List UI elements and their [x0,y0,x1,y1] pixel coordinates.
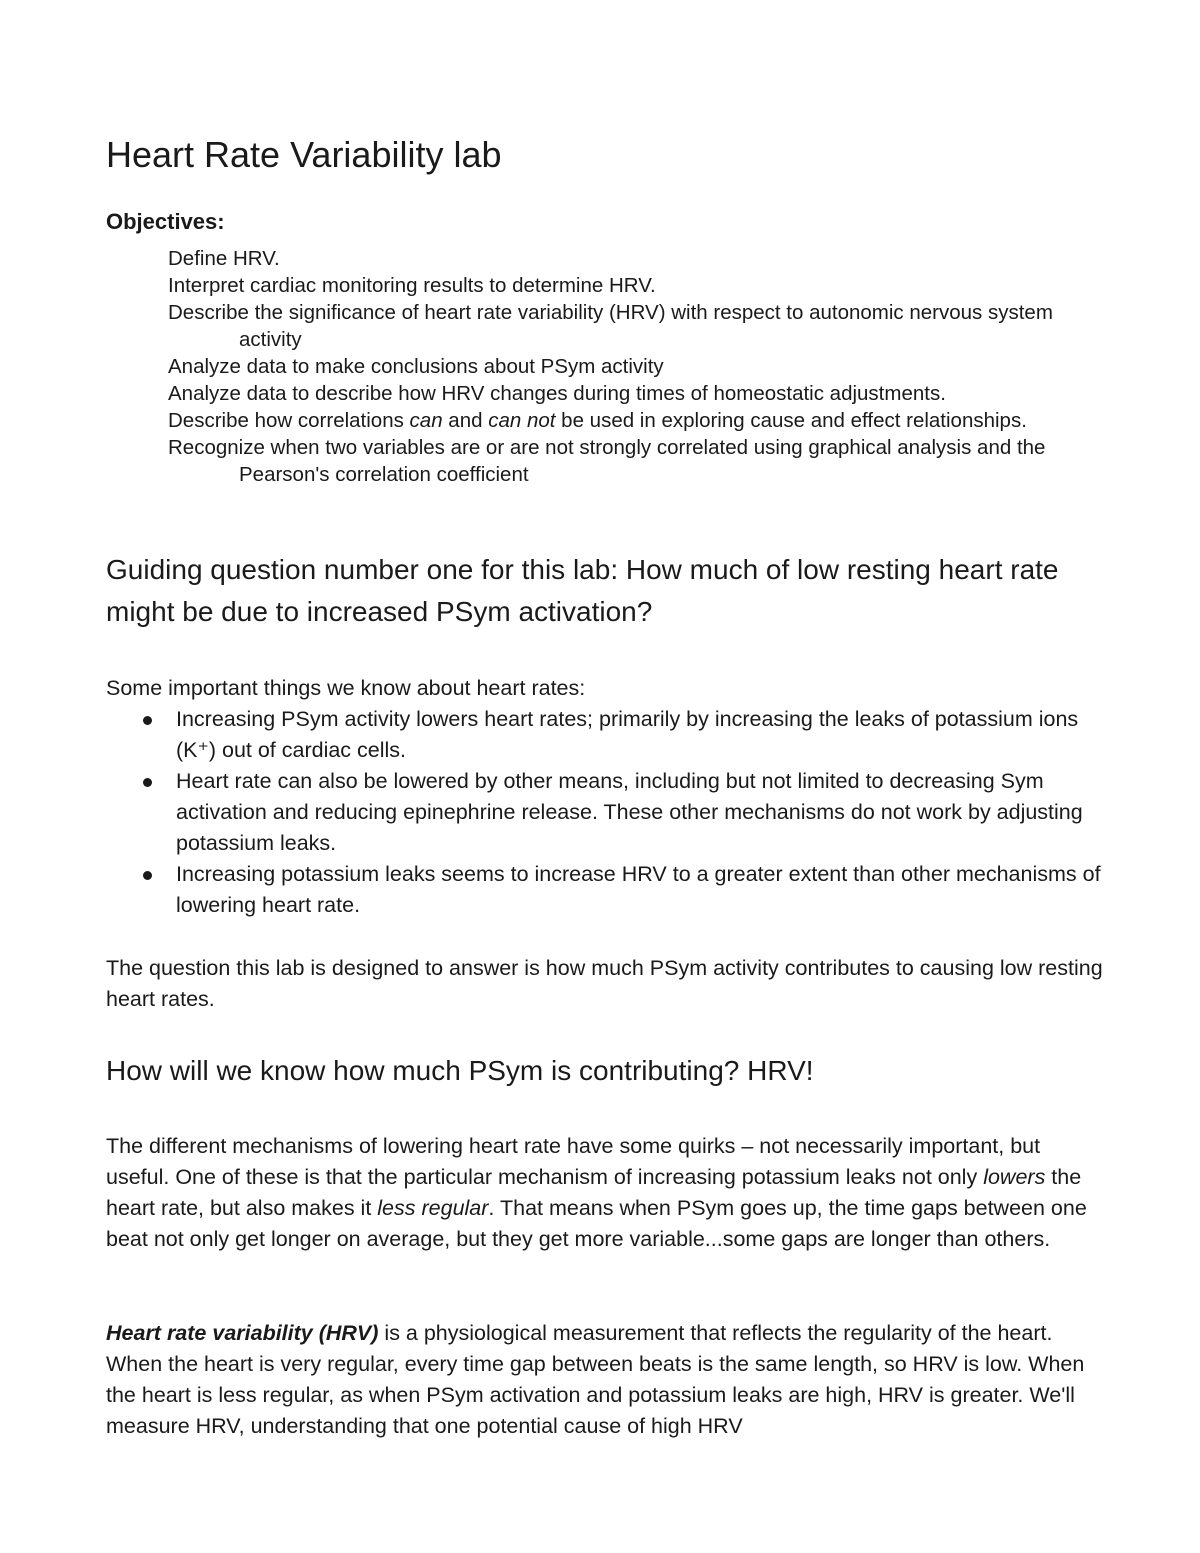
list-item-text: Increasing PSym activity lowers heart rates; primarily by increasing the leaks of potassium ions (K⁺) out of cardiac cells. [176,707,1079,762]
objective-item: Define HRV. [168,247,280,270]
objective-item: Describe the significance of heart rate variability (HRV) with respect to autonomic nervous system activity [168,301,1053,351]
known-facts-intro: Some important things we know about heart rates: [106,676,586,700]
objectives-heading: Objectives: [106,209,225,234]
emphasis-less-regular: less regular [377,1196,489,1220]
bullet-icon [143,778,152,787]
objective-item: Analyze data to describe how HRV changes during times of homeostatic adjustments. [168,382,946,405]
emphasis-can-not: can not [488,409,556,432]
objective-item: Recognize when two variables are or are not strongly correlated using graphical analysis and the Pearson's correlation coefficient [168,436,1046,486]
paragraph-text: the heart rate, but also makes it [106,1165,1082,1220]
objective-item-correlations [168,407,1108,434]
list-item [106,766,1106,859]
list-item-text: Increasing potassium leaks seems to increase HRV to a greater extent than other mechanisms of lowering heart rate. [176,862,1101,917]
objective-text: be used in exploring cause and effect relationships. [555,409,1027,432]
lab-question-paragraph: The question this lab is designed to answer is how much PSym activity contributes to causing low resting heart rates. [106,956,1103,1011]
hrv-definition-paragraph [106,1318,1106,1442]
emphasis-can: can [409,409,443,432]
emphasis-lowers: lowers [983,1165,1046,1189]
guiding-question-heading: Guiding question number one for this lab: How much of low resting heart rate might be due to increased PSym activation? [106,554,1059,627]
list-item [106,859,1106,921]
objective-text: and [442,409,489,432]
list-item-text: Heart rate can also be lowered by other means, including but not limited to decreasing Sym activation and reducing epinephrine release. These other mechanisms do not work by adjusting potassium leaks. [176,769,1083,855]
mechanisms-paragraph [106,1131,1106,1255]
paragraph-text: is a physiological measurement that reflects the regularity of the heart. When the heart is very regular, every time gap between beats is the same length, so HRV is low. When the heart is less regular, as when PSym activation and potassium leaks are high, HRV is greater. We'll measure HRV, understanding that one potential cause of high HRV [106,1321,1085,1438]
known-facts-list [106,704,1106,921]
list-item [106,704,1106,766]
paragraph-text: The different mechanisms of lowering heart rate have some quirks – not necessarily important, but useful. One of these is that the particular mechanism of increasing potassium leaks not only [106,1134,1041,1189]
objective-item: Analyze data to make conclusions about PSym activity [168,355,664,378]
paragraph-text: . That means when PSym goes up, the time gaps between one beat not only get longer on average, but they get more variable...some gaps are longer than others. [106,1196,1087,1251]
hrv-term: Heart rate variability (HRV) [106,1321,379,1345]
objective-item: Interpret cardiac monitoring results to determine HRV. [168,274,656,297]
page-title: Heart Rate Variability lab [106,134,502,175]
bullet-icon [143,871,152,880]
hrv-heading: How will we know how much PSym is contributing? HRV! [106,1055,814,1086]
objectives-list [168,245,1108,488]
bullet-icon [143,716,152,725]
objective-text: Describe how correlations [168,409,410,432]
